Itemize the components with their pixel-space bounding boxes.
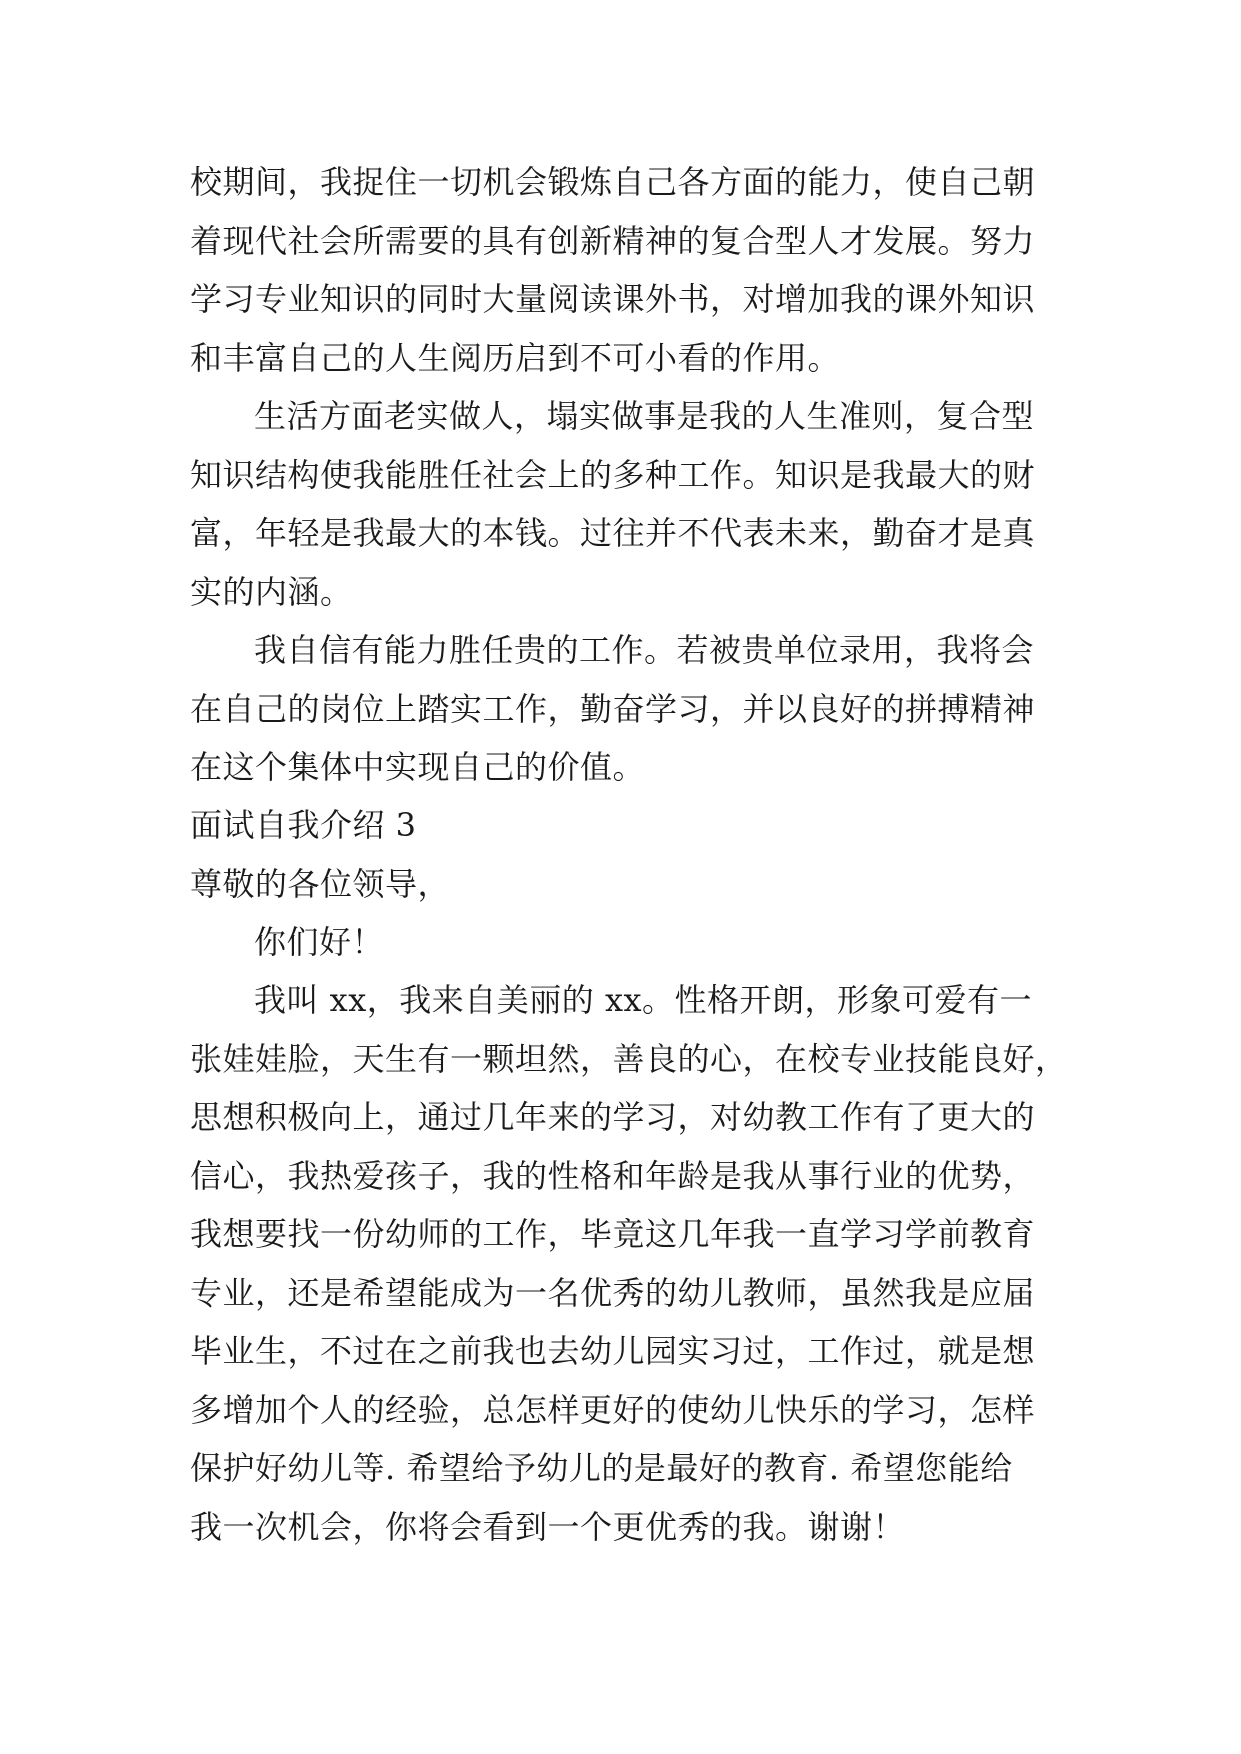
paragraph-1-line: 着现代社会所需要的具有创新精神的复合型人才发展。努力	[190, 221, 1036, 260]
paragraph-4-line: 信心，我热爱孩子，我的性格和年龄是我从事行业的优势，	[190, 1156, 1036, 1195]
paragraph-3-first-line	[190, 621, 1050, 680]
greeting	[190, 913, 1050, 972]
paragraph-2-first-line	[190, 387, 1050, 446]
paragraph-2-line-text: 生活方面老实做人，塌实做事是我的人生准则，复合型	[254, 397, 1035, 435]
section-heading-text: 面试自我介绍 3	[190, 806, 417, 844]
paragraph-2-line: 富，年轻是我最大的本钱。过往并不代表未来，勤奋才是真	[190, 514, 1036, 552]
paragraph-1-line: 学习专业知识的同时大量阅读课外书，对增加我的课外知识	[190, 280, 1036, 318]
paragraph-3-line: 在自己的岗位上踏实工作，勤奋学习，并以良好的拼搏精神	[190, 689, 1036, 728]
paragraph-4-line: 思想积极向上，通过几年来的学习，对幼教工作有了更大的	[190, 1098, 1036, 1136]
paragraph-1-line: 和丰富自己的人生阅历启到不可小看的作用。	[190, 338, 841, 377]
paragraph-2-line: 实的内涵。	[190, 572, 353, 611]
paragraph-2-line: 知识结构使我能胜任社会上的多种工作。知识是我最大的财	[190, 455, 1036, 494]
paragraph-4-line: 毕业生，不过在之前我也去幼儿园实习过，工作过，就是想	[190, 1332, 1036, 1370]
paragraph-4	[190, 971, 1068, 1556]
greeting-line	[190, 913, 1050, 972]
paragraph-3-line-text: 我自信有能力胜任贵的工作。若被贵单位录用，我将会	[254, 631, 1035, 669]
paragraph-3-line: 在这个集体中实现自己的价值。	[190, 748, 646, 786]
salutation	[190, 855, 1050, 914]
paragraph-4-line: 张娃娃脸，天生有一颗坦然，善良的心，在校专业技能良好，	[190, 1039, 1068, 1078]
paragraph-1	[190, 153, 1050, 387]
paragraph-3	[190, 621, 1050, 797]
paragraph-2	[190, 387, 1050, 621]
paragraph-1-line: 校期间，我捉住一切机会锻炼自己各方面的能力，使自己朝	[190, 163, 1036, 201]
paragraph-4-line: 专业，还是希望能成为一名优秀的幼儿教师，虽然我是应届	[190, 1273, 1036, 1312]
section-heading	[190, 796, 1050, 855]
paragraph-4-line: 多增加个人的经验，总怎样更好的使幼儿快乐的学习，怎样	[190, 1390, 1036, 1429]
paragraph-4-line: 保护好幼儿等. 希望给予幼儿的是最好的教育. 希望您能给	[190, 1449, 1013, 1487]
paragraph-4-line-text: 我叫 xx，我来自美丽的 xx。性格开朗，形象可爱有一	[254, 981, 1033, 1019]
greeting-text: 你们好！	[254, 923, 385, 961]
paragraph-4-line: 我一次机会，你将会看到一个更优秀的我。谢谢！	[190, 1507, 906, 1546]
salutation-text: 尊敬的各位领导，	[190, 865, 451, 903]
paragraph-4-line: 我想要找一份幼师的工作，毕竟这几年我一直学习学前教育	[190, 1215, 1036, 1253]
paragraph-4-first-line	[190, 971, 1050, 1030]
